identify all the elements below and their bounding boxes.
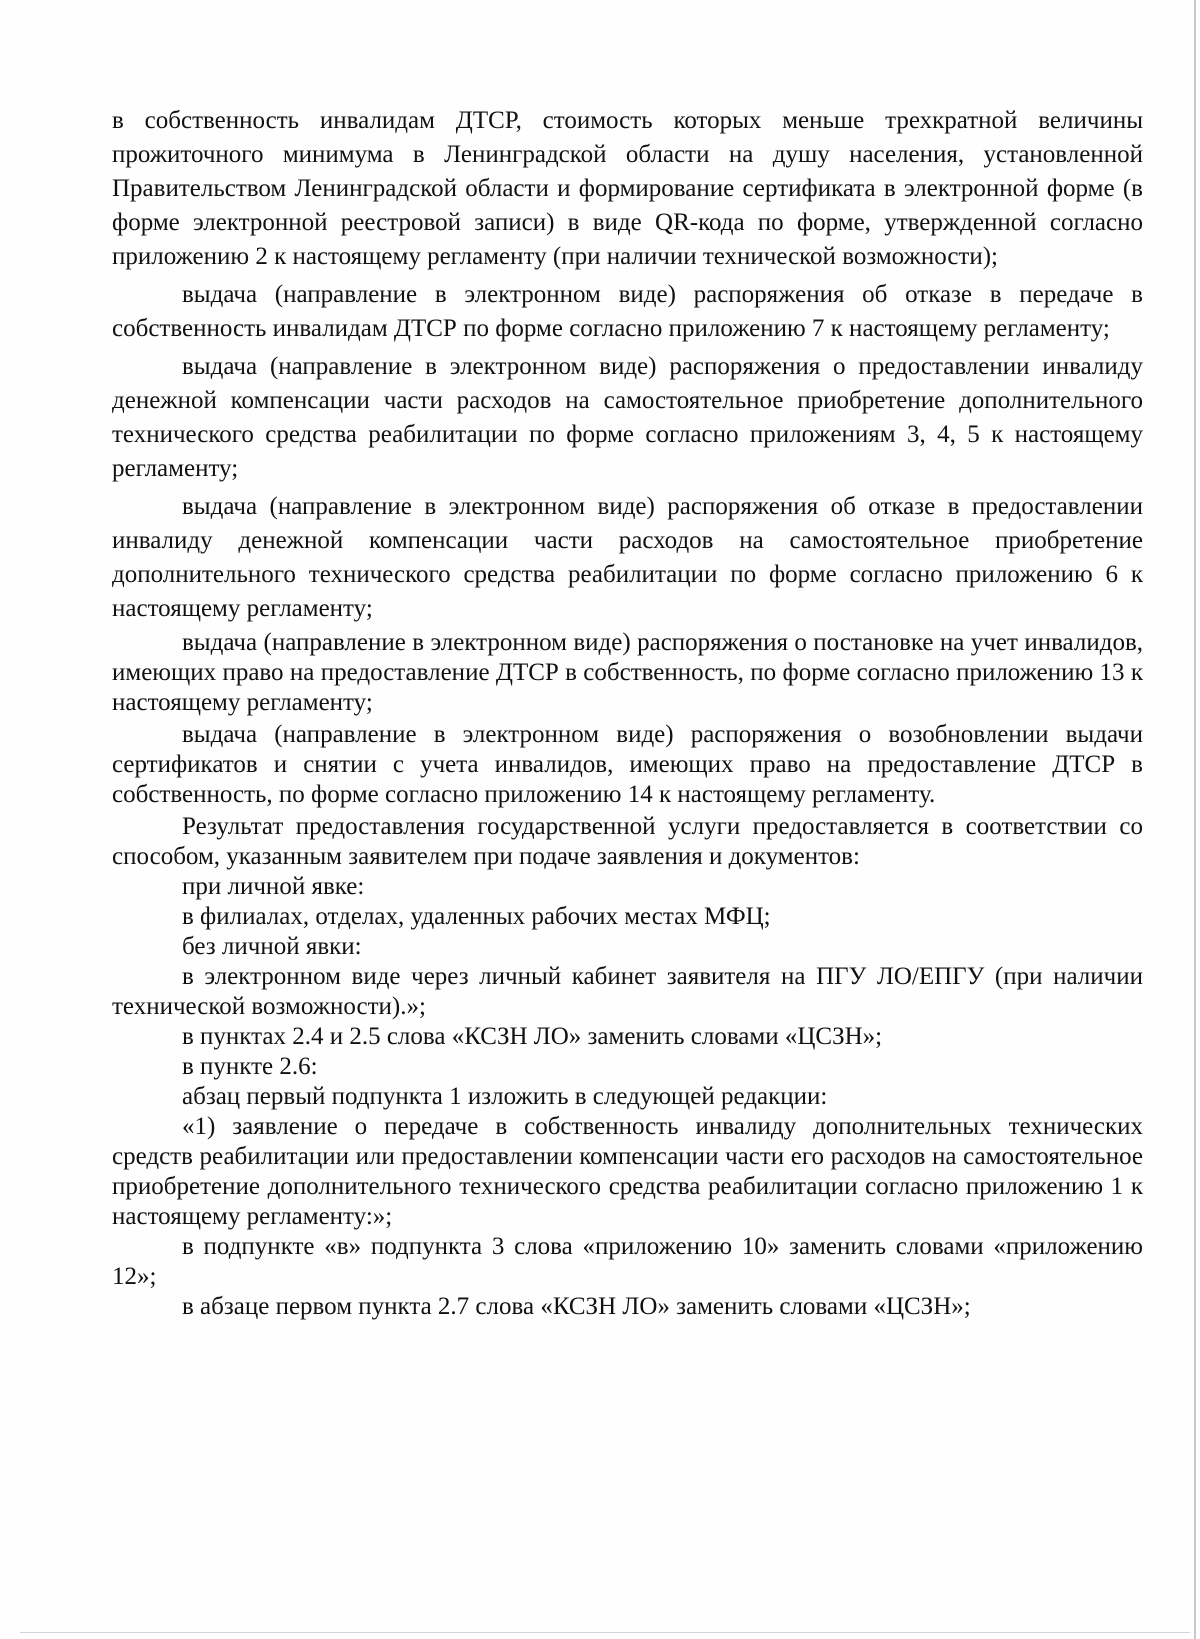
paragraph-compensation-grant: выдача (направление в электронном виде) распоряжения о предоставлении инвалиду денежной компенсации части расходов на самостоятельное приобретение дополнительного технического средства реабилитации по форме согласно приложениям 3, 4, 5 к настоящему регламенту; <box>112 353 1143 482</box>
paragraph-clause-2-6: в пункте 2.6: <box>182 1053 318 1080</box>
paragraph-clauses-2-4-2-5: в пунктах 2.4 и 2.5 слова «КСЗН ЛО» заменить словами «ЦСЗН»; <box>182 1023 883 1050</box>
paragraph-certificate-renewal: выдача (направление в электронном виде) распоряжения о возобновлении выдачи сертификатов и снятии с учета инвалидов, имеющих право на предоставление ДТСР в собственность, по форме согласно приложению 14 к настоящему регламенту. <box>112 721 1143 808</box>
scan-edge-bottom <box>20 1632 1190 1633</box>
paragraph-clause-2-7: в абзаце первом пункта 2.7 слова «КСЗН ЛО» заменить словами «ЦСЗН»; <box>182 1293 971 1320</box>
paragraph-mfc-branches: в филиалах, отделах, удаленных рабочих местах МФЦ; <box>182 903 771 930</box>
paragraph-in-person: при личной явке: <box>182 873 365 900</box>
paragraph-result-delivery: Результат предоставления государственной услуги предоставляется в соответствии со способом, указанным заявителем при подаче заявления и документов: <box>112 813 1143 870</box>
paragraph-subclause-v: в подпункте «в» подпункта 3 слова «приложению 10» заменить словами «приложению 12»; <box>112 1233 1143 1290</box>
paragraph-refusal-transfer: выдача (направление в электронном виде) распоряжения об отказе в передаче в собственность инвалидам ДТСР по форме согласно приложению 7 к настоящему регламенту; <box>112 281 1143 342</box>
scan-edge-right <box>1194 0 1196 1639</box>
paragraph-application-quote: «1) заявление о передаче в собственность инвалиду дополнительных технических средств реабилитации или предоставлении компенсации части его расходов на самостоятельное приобретение дополнительного технического средства реабилитации согласно приложению 1 к настоящему регламенту:»; <box>112 1113 1143 1230</box>
document-body <box>112 104 1143 1322</box>
paragraph-remote: без личной явки: <box>182 933 362 960</box>
paragraph-certificate-continuation: в собственность инвалидам ДТСР, стоимость которых меньше трехкратной величины прожиточного минимума в Ленинградской области на душу населения, установленной Правительством Ленинградской области и формирование сертификата в электронной форме (в форме электронной реестровой записи) в виде QR-кода по форме, утвержденной согласно приложению 2 к настоящему регламенту (при наличии технической возможности); <box>112 107 1143 270</box>
paragraph-compensation-refusal: выдача (направление в электронном виде) распоряжения об отказе в предоставлении инвалиду денежной компенсации части расходов на самостоятельное приобретение дополнительного технического средства реабилитации по форме согласно приложению 6 к настоящему регламенту; <box>112 493 1143 622</box>
paragraph-registration: выдача (направление в электронном виде) распоряжения о постановке на учет инвалидов, имеющих право на предоставление ДТСР в собственность, по форме согласно приложению 13 к настоящему регламенту; <box>112 629 1143 716</box>
paragraph-subclause-1-edit: абзац первый подпункта 1 изложить в следующей редакции: <box>182 1083 828 1110</box>
paragraph-electronic-cabinet: в электронном виде через личный кабинет заявителя на ПГУ ЛО/ЕПГУ (при наличии технической возможности).»; <box>112 963 1143 1020</box>
